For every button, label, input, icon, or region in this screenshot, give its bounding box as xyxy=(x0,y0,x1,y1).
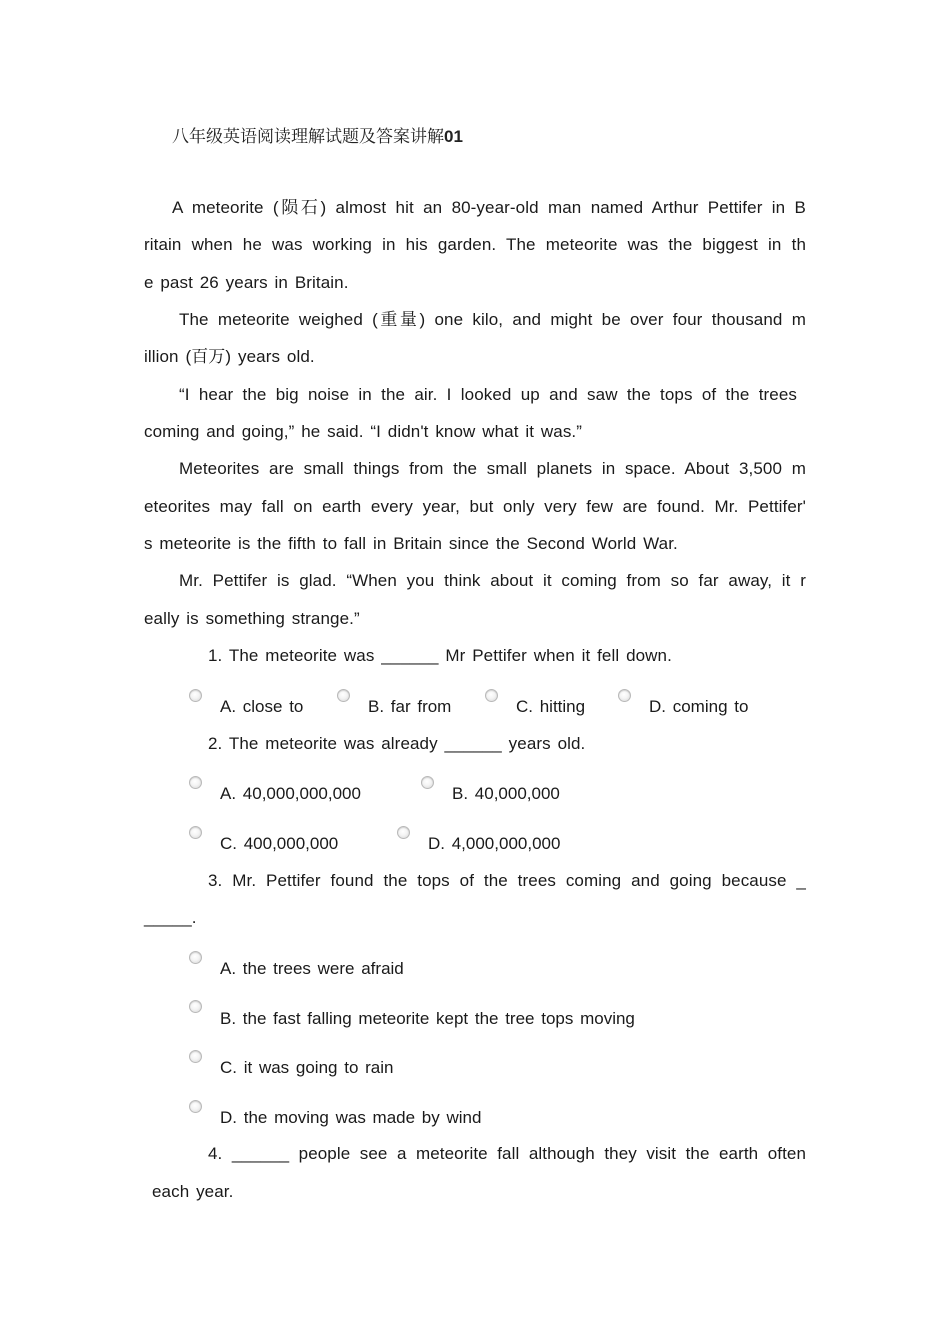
question-4-stem-continued: each year. xyxy=(152,1182,234,1201)
question-3-stem: 3. Mr. Pettifer found the tops of the trees coming and going because _ xyxy=(208,871,806,890)
q2-option-b-label: B. 40,000,000 xyxy=(452,784,560,803)
question-4-stem: 4. ______ people see a meteorite fall although they visit the earth often xyxy=(208,1144,806,1163)
q3-option-d-label: D. the moving was made by wind xyxy=(220,1108,482,1127)
q2-option-a-label: A. 40,000,000,000 xyxy=(220,784,361,803)
q2-option-c-label: C. 400,000,000 xyxy=(220,834,339,853)
question-3-stem-continued: _____. xyxy=(144,908,197,927)
passage-line: s meteorite is the fifth to fall in Britain since the Second World War. xyxy=(144,534,678,553)
document-title xyxy=(172,122,463,147)
q3-option-c-radio[interactable] xyxy=(189,1050,202,1063)
passage-line: ritain when he was working in his garden. The meteorite was the biggest in th xyxy=(144,235,806,254)
q3-option-b-radio[interactable] xyxy=(189,1000,202,1013)
q2-option-d-radio[interactable] xyxy=(397,826,410,839)
q1-option-b-label: B. far from xyxy=(368,697,452,716)
q1-option-c-label: C. hitting xyxy=(516,697,586,716)
question-2-stem: 2. The meteorite was already ______ years old. xyxy=(208,734,586,753)
passage-line: illion (百万) years old. xyxy=(144,347,315,367)
q2-option-b-radio[interactable] xyxy=(421,776,434,789)
title-chinese: 八年级英语阅读理解试题及答案讲解 xyxy=(172,127,444,147)
q1-option-a-radio[interactable] xyxy=(189,689,202,702)
q3-option-b-label: B. the fast falling meteorite kept the tree tops moving xyxy=(220,1009,635,1028)
q1-option-c-radio[interactable] xyxy=(485,689,498,702)
passage-line: eteorites may fall on earth every year, but only very few are found. Mr. Pettifer' xyxy=(144,497,806,516)
passage-line: A meteorite (陨石) almost hit an 80-year-old man named Arthur Pettifer in B xyxy=(172,198,806,218)
q1-option-d-label: D. coming to xyxy=(649,697,749,716)
passage-line: e past 26 years in Britain. xyxy=(144,273,349,292)
q1-option-b-radio[interactable] xyxy=(337,689,350,702)
passage-line: Mr. Pettifer is glad. “When you think about it coming from so far away, it r xyxy=(179,571,806,590)
q2-option-a-radio[interactable] xyxy=(189,776,202,789)
passage-line: coming and going,” he said. “I didn't know what it was.” xyxy=(144,422,582,441)
q3-option-a-label: A. the trees were afraid xyxy=(220,959,404,978)
passage-line: Meteorites are small things from the small planets in space. About 3,500 m xyxy=(179,459,806,478)
q1-option-a-label: A. close to xyxy=(220,697,304,716)
q3-option-d-radio[interactable] xyxy=(189,1100,202,1113)
q3-option-a-radio[interactable] xyxy=(189,951,202,964)
q2-option-c-radio[interactable] xyxy=(189,826,202,839)
q2-option-d-label: D. 4,000,000,000 xyxy=(428,834,561,853)
q3-option-c-label: C. it was going to rain xyxy=(220,1058,394,1077)
question-1-stem: 1. The meteorite was ______ Mr Pettifer when it fell down. xyxy=(208,646,672,665)
passage-line: “I hear the big noise in the air. I looked up and saw the tops of the trees xyxy=(179,385,797,404)
passage-line: eally is something strange.” xyxy=(144,609,360,628)
passage-line: The meteorite weighed (重量) one kilo, and might be over four thousand m xyxy=(179,310,806,330)
q1-option-d-radio[interactable] xyxy=(618,689,631,702)
title-number: 01 xyxy=(444,127,463,146)
